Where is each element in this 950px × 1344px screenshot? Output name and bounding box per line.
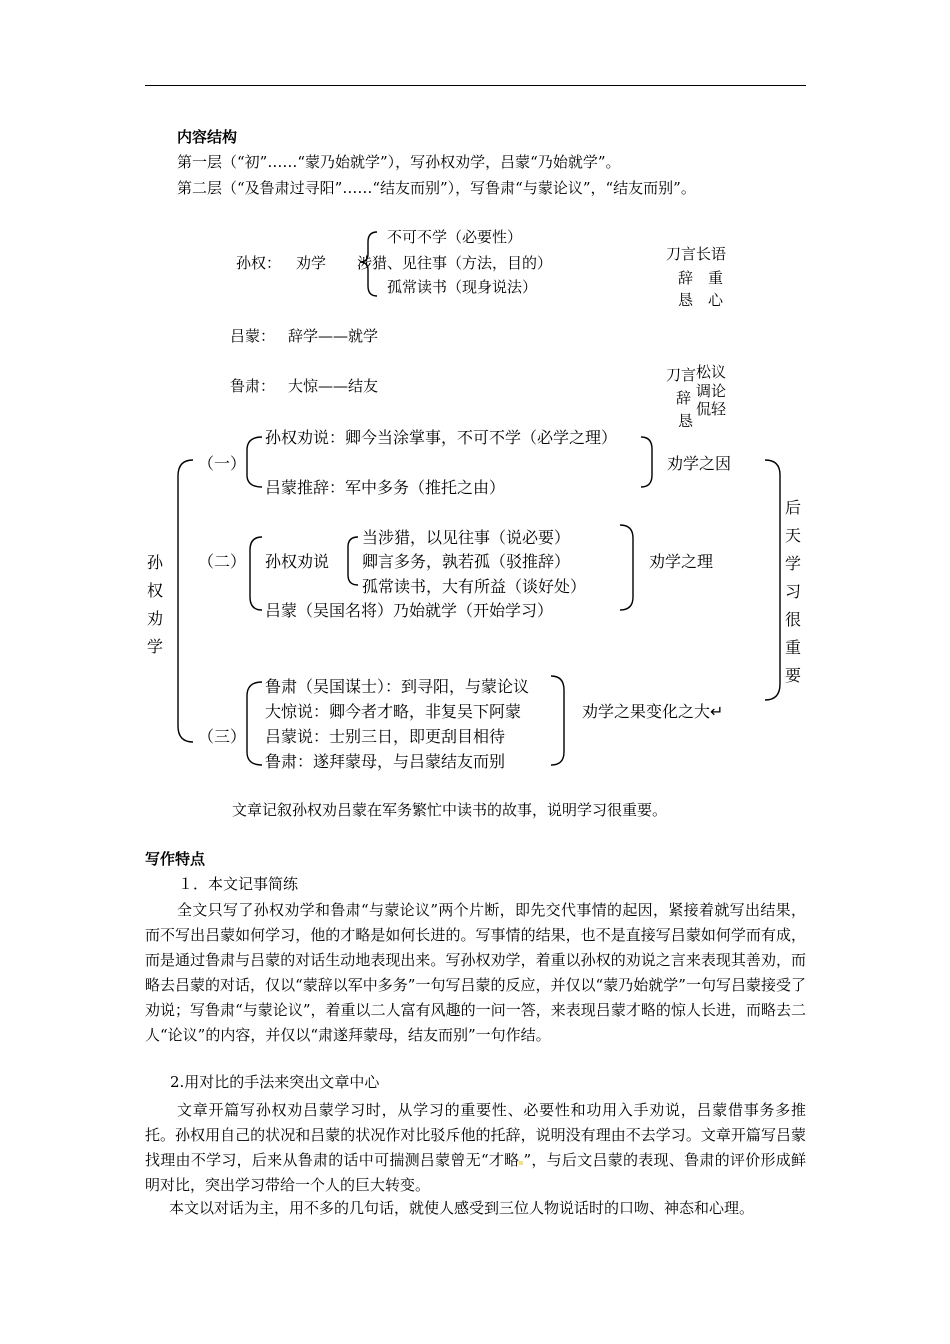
point1-title: １．本文记事简练 <box>178 875 299 893</box>
section1-line: 孙权劝说：卿今当涂掌事，不可不学（必学之理） <box>265 428 618 447</box>
section2-label: （二） <box>198 552 247 571</box>
features-heading: 写作特点 <box>145 850 206 868</box>
outline-side2-col1: 恳 <box>678 412 694 430</box>
outline-item: 不可不学（必要性） <box>387 228 523 246</box>
point2-title: 2.用对比的手法来突出文章中心 <box>170 1073 380 1091</box>
point1-text: 全文只写了孙权劝学和鲁肃“与蒙论议”两个片断，即先交代事情的起因，紧接着就写出结果，而不写出吕蒙如何学习，他的才略是如何长进的。写事情的结果，也不是直接写吕蒙如何学而有成，而是通过鲁肃与吕蒙的对话生动地表现出来。写孙权劝学，着重以孙权的劝说之言来表现其善劝，而略去吕蒙的对话，仅以“蒙辞以军中多务”一句写吕蒙的反应，并仅以“蒙乃始就学”一句写吕蒙接受了劝说；写鲁肃“与蒙论议”，着重以二人富有风趣的一问一答，来表现吕蒙才略的惊人长进，而略去二人“论议”的内容，并仅以“肃遂拜蒙母，结友而别”一句作结。 <box>145 901 806 1044</box>
section2-sub: 孤常读书，大有所益（谈好处） <box>362 577 587 596</box>
point2-text-b: ”，与后文吕蒙的表现、鲁肃的评价形成鲜明对比，突出学习带给一个人的巨大转变。 <box>145 1151 807 1194</box>
section3-label: （三） <box>198 727 247 746</box>
outline-sunquan-label: 孙权： <box>236 254 282 272</box>
section3-line: 鲁肃：遂拜蒙母，与吕蒙结友而别 <box>265 752 506 771</box>
outline-side1-line1: 刀言长语 <box>666 245 727 263</box>
outline-side1-line3: 恳 心 <box>678 291 724 309</box>
point2-text-a: 文章开篇写孙权劝吕蒙学习时，从学习的重要性、必要性和功用入手劝说，吕蒙借事务多推托。孙权用自己的状况和吕蒙的状况作对比驳斥他的托辞，说明没有理由不去学习。文章开篇写吕蒙找理由不学习，后来从鲁肃的话中可揣测吕蒙曾无“才略 <box>145 1101 806 1169</box>
section2-tail: 吕蒙（吴国名将）乃始就学（开始学习） <box>265 601 554 620</box>
outline-brace <box>360 232 377 296</box>
outline-sunquan-action: 劝学 <box>296 254 327 272</box>
section1-summary: 劝学之因 <box>667 454 732 473</box>
section2-inner-bracket <box>348 537 358 585</box>
section1-right-bracket <box>641 437 652 487</box>
outline-side2-col2: 松议 <box>696 363 727 381</box>
outline-side1-line2: 辞 重 <box>678 269 724 287</box>
diagram-caption: 文章记叙孙权劝吕蒙在军务繁忙中读书的故事，说明学习很重要。 <box>232 801 668 819</box>
root-bracket <box>178 460 193 742</box>
outline-side2-col1: 辞 <box>676 389 692 407</box>
section1-line: 吕蒙推辞：军中多务（推托之由） <box>265 478 506 497</box>
section3-right-bracket <box>551 676 564 765</box>
outline-item: 孤常读书（现身说法） <box>387 278 538 296</box>
outline-lusu-label: 鲁肃： <box>230 377 276 395</box>
section2-left-bracket <box>250 537 262 610</box>
section2-right-bracket <box>620 525 633 610</box>
section2-head: 孙权劝说 <box>265 552 330 571</box>
section2-sub: 卿言多务，孰若孤（驳推辞） <box>362 552 571 571</box>
structure-heading: 内容结构 <box>177 128 238 146</box>
outline-lvmeng-label: 吕蒙： <box>230 327 276 345</box>
point3-text: 本文以对话为主，用不多的几句话，就使人感受到三位人物说话时的口吻、神态和心理。 <box>169 1199 755 1217</box>
section3-line: 吕蒙说：士别三日，即更刮目相待 <box>265 727 506 746</box>
outline-lusu-text: 大惊——结友 <box>288 377 379 395</box>
outline-side2-col1: 刀言 <box>666 366 697 384</box>
section3-summary: 劝学之果变化之大↵ <box>582 702 724 721</box>
section2-sub: 当涉猎，以见往事（说必要） <box>362 528 571 547</box>
layer2-text: 第二层（“及鲁肃过寻阳”……“结友而别”），写鲁肃“与蒙论议”，“结友而别”。 <box>177 179 696 197</box>
diagram-root-label: 孙权劝学 <box>146 553 163 656</box>
section3-left-bracket <box>247 682 262 765</box>
layer1-text: 第一层（“初”……“蒙乃始就学”），写孙权劝学，吕蒙“乃始就学”。 <box>177 153 621 171</box>
section2-summary: 劝学之理 <box>649 552 714 571</box>
section1-left-bracket <box>247 437 262 487</box>
point2-text <box>145 1098 806 1198</box>
diagram-right-label: 后天学习很重要 <box>784 498 801 685</box>
right-bracket <box>765 460 780 700</box>
outline-item: 涉猎、见往事（方法，目的） <box>357 254 553 272</box>
section1-label: （一） <box>198 454 247 473</box>
outline-side2-col2: 侃轻 <box>696 400 727 418</box>
outline-side2-col2: 调论 <box>696 382 727 400</box>
section3-line: 大惊说：卿今者才略，非复吴下阿蒙 <box>265 702 522 721</box>
outline-lvmeng-text: 辞学——就学 <box>288 327 379 345</box>
section3-line: 鲁肃（吴国谋士）：到寻阳，与蒙论议 <box>265 677 530 696</box>
